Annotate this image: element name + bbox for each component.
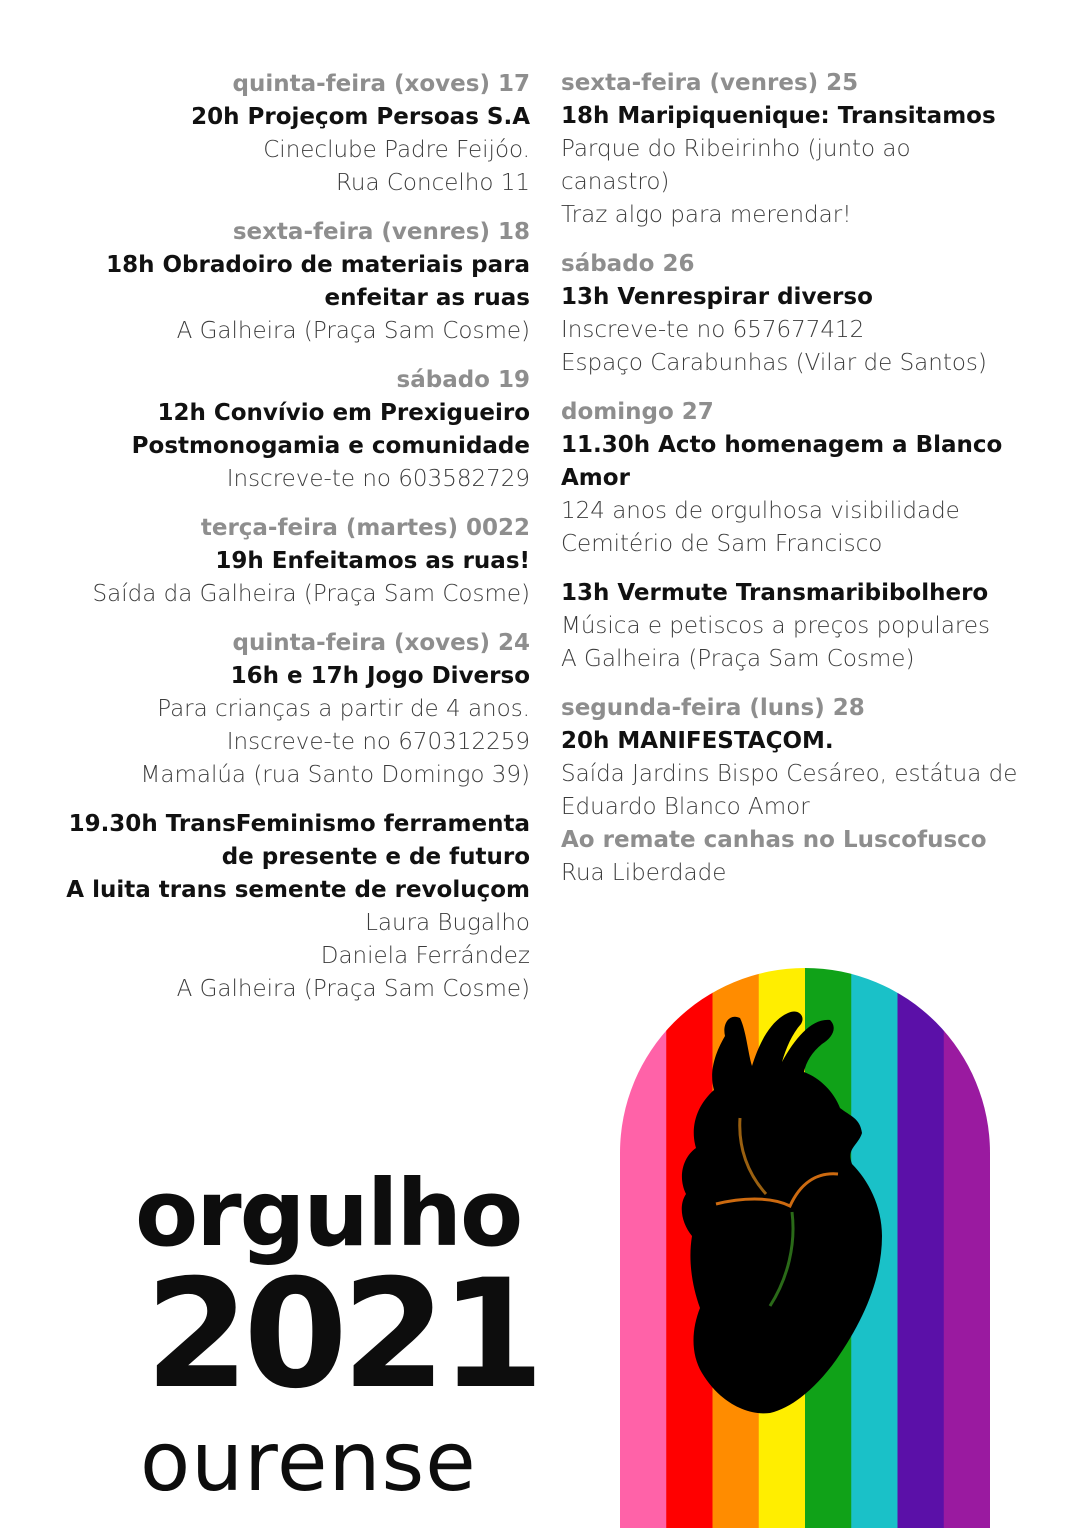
event-note: Ao remate canhas no Luscofusco [561, 827, 987, 853]
event-info: Mamalúa (rua Santo Domingo 39) [140, 762, 530, 788]
event-info: 124 anos de orgulhosa visibilidade [561, 498, 960, 524]
rainbow-stripe [620, 968, 667, 1528]
event-title: Postmonogamia e comunidade [131, 433, 530, 459]
event-info: Rua Concelho 11 [335, 170, 530, 196]
event-info: Cineclube Padre Feijóo. [263, 137, 530, 163]
event-info: A Galheira (Praça Sam Cosme) [176, 318, 530, 344]
schedule-block [10, 68, 530, 200]
event-title: 18h Obradoiro de materiais para [106, 252, 530, 278]
left-column [10, 68, 530, 1022]
event-day: sexta-feira (venres) 25 [561, 70, 859, 96]
rainbow-stripe [944, 968, 990, 1528]
event-info: Rua Liberdade [561, 860, 727, 886]
schedule-block [561, 692, 1071, 890]
schedule-block [10, 216, 530, 348]
event-info: A Galheira (Praça Sam Cosme) [176, 976, 530, 1002]
event-info: Música e petiscos a preços populares [561, 613, 990, 639]
event-title: 12h Convívio em Prexigueiro [157, 400, 530, 426]
event-info: Espaço Carabunhas (Vilar de Santos) [561, 350, 987, 376]
event-info: Laura Bugalho [365, 910, 530, 936]
event-title: 13h Venrespirar diverso [561, 284, 873, 310]
rainbow-arch-art [620, 968, 990, 1528]
schedule-block [10, 512, 530, 611]
event-title: 20h Projeçom Persoas S.A [191, 104, 530, 130]
event-day: terça-feira (martes) 0022 [200, 515, 530, 541]
event-info: Daniela Ferrández [320, 943, 530, 969]
event-title: Amor [561, 465, 630, 491]
event-day: segunda-feira (luns) 28 [561, 695, 865, 721]
event-title: de presente e de futuro [221, 844, 530, 870]
event-info: Para crianças a partir de 4 anos. [157, 696, 530, 722]
right-column [561, 67, 1071, 906]
event-title: 20h MANIFESTAÇOM. [561, 728, 834, 754]
event-title: 19.30h TransFeminismo ferramenta [68, 811, 530, 837]
rainbow-stripe [898, 968, 945, 1528]
schedule-block [561, 396, 1071, 561]
event-title: 11.30h Acto homenagem a Blanco [561, 432, 1003, 458]
event-info: Saída Jardins Bispo Cesáreo, estátua de [561, 761, 1018, 787]
event-day: quinta-feira (xoves) 17 [232, 71, 530, 97]
event-info: Inscreve-te no 657677412 [561, 317, 865, 343]
event-day: sábado 19 [396, 367, 530, 393]
title-city: ourense [140, 1415, 477, 1510]
event-title: 13h Vermute Transmaribibolhero [561, 580, 989, 606]
event-info: canastro) [561, 169, 670, 195]
schedule-block [561, 577, 1071, 676]
schedule-block [10, 627, 530, 792]
event-info: Inscreve-te no 603582729 [226, 466, 530, 492]
event-info: Saída da Galheira (Praça Sam Cosme) [92, 581, 530, 607]
event-title: 16h e 17h Jogo Diverso [230, 663, 530, 689]
event-title: A luita trans semente de revoluçom [66, 877, 530, 903]
event-title: 18h Maripiquenique: Transitamos [561, 103, 996, 129]
event-day: quinta-feira (xoves) 24 [232, 630, 530, 656]
event-title: 19h Enfeitamos as ruas! [215, 548, 530, 574]
event-info: Parque do Ribeirinho (junto ao [561, 136, 911, 162]
event-info: Cemitério de Sam Francisco [561, 531, 883, 557]
event-info: Eduardo Blanco Amor [561, 794, 810, 820]
event-title: enfeitar as ruas [324, 285, 530, 311]
event-day: sábado 26 [561, 251, 695, 277]
schedule-block [561, 248, 1071, 380]
event-info: A Galheira (Praça Sam Cosme) [561, 646, 915, 672]
schedule-block [561, 67, 1071, 232]
schedule-block [10, 364, 530, 496]
event-day: sexta-feira (venres) 18 [232, 219, 530, 245]
title-year: 2021 [145, 1248, 539, 1422]
event-info: Inscreve-te no 670312259 [226, 729, 530, 755]
event-day: domingo 27 [561, 399, 714, 425]
title-orgulho: orgulho [135, 1160, 522, 1267]
event-info: Traz algo para merendar! [561, 202, 852, 228]
schedule-block [10, 808, 530, 1006]
